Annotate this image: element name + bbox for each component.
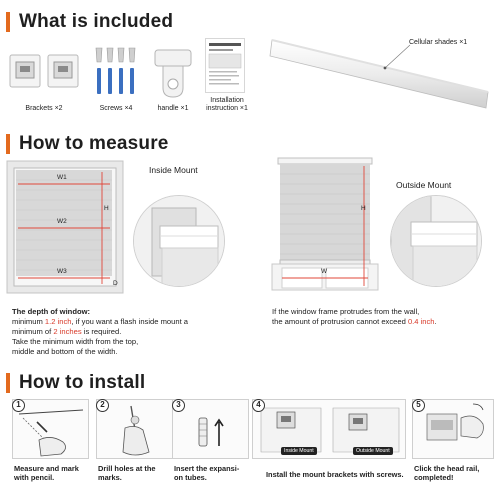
- install-step-5-image: [412, 399, 494, 459]
- install-step-1-image: [12, 399, 89, 459]
- depth-line-2: [12, 327, 262, 337]
- protrusion-line-2: [272, 317, 498, 327]
- install-step-4-caption: [266, 471, 406, 480]
- depth-line-1: [12, 317, 262, 327]
- step-1-caption-line2: with pencil.: [14, 472, 55, 482]
- inside-mount-zoom-circle: [133, 195, 225, 287]
- inside-mount-instructions: [12, 307, 262, 357]
- depth-line-3: Take the minimum width from the top,: [12, 337, 139, 347]
- dim-label-h-outside: H: [361, 205, 366, 212]
- outside-mount-zoom-circle: [390, 195, 482, 287]
- protrusion-line-2c: .: [434, 317, 437, 327]
- depth-min-value: 1.2 inch: [44, 317, 72, 327]
- protrusion-line-1: If the window frame protrudes from the wall,: [272, 307, 420, 316]
- section-accent-bar: [6, 134, 10, 154]
- outside-mount-window-diagram: [268, 156, 380, 296]
- section-measure-header: [6, 131, 169, 157]
- section-title-measure: How to measure: [19, 133, 169, 154]
- instruction-booklet-image: [205, 38, 245, 93]
- depth-heading: The depth of window:: [12, 307, 91, 316]
- protrusion-line-2a: the amount of protrusion cannot exceed: [272, 317, 408, 327]
- brackets-caption: Brackets ×2: [25, 105, 63, 112]
- step-number-2: 2: [96, 399, 109, 412]
- dim-label-w1: W1: [57, 174, 67, 181]
- depth-line-1a: minimum: [12, 317, 45, 327]
- depth-flush-value: 2 inches: [53, 327, 82, 337]
- step-number-3: 3: [172, 399, 185, 412]
- step-2-caption-line1: Drill holes at the: [98, 464, 156, 473]
- step-3-caption-line1: Insert the expansi-: [174, 464, 240, 473]
- step-5-caption-line1: Click the head rail,: [414, 464, 480, 473]
- depth-line-2a: minimum of: [12, 327, 54, 337]
- step-5-caption-line2: completed!: [414, 472, 454, 482]
- install-step-3-caption: [174, 465, 254, 483]
- shade-caption: Cellular shades ×1: [409, 39, 468, 46]
- depth-line-2c: is required.: [81, 327, 122, 337]
- section-title-install: How to install: [19, 372, 146, 393]
- handle-image: [153, 46, 193, 100]
- depth-line-1c: , if you want a flash inside mount a: [71, 317, 189, 327]
- step-number-5: 5: [412, 399, 425, 412]
- step-2-caption-line2: marks.: [98, 472, 122, 482]
- section-accent-bar: [6, 12, 10, 32]
- install-step-2-image: [96, 399, 173, 459]
- step-3-caption-line2: on tubes.: [174, 472, 207, 482]
- step-number-1: 1: [12, 399, 25, 412]
- section-included-header: [6, 9, 173, 35]
- instruction-caption: [198, 97, 256, 113]
- instruction-caption-line2: instruction ×1: [206, 105, 248, 113]
- section-install-header: [6, 370, 145, 396]
- brackets-image: [8, 52, 80, 90]
- inside-mount-tag: Inside Mount: [281, 447, 317, 455]
- install-step-1-caption: [14, 465, 94, 483]
- depth-line-4: middle and bottom of the width.: [12, 347, 118, 357]
- screws-image: [92, 46, 138, 98]
- protrusion-max-value: 0.4 inch: [407, 317, 435, 327]
- section-title-included: What is included: [19, 11, 174, 32]
- instruction-caption-line1: Installation: [210, 97, 244, 104]
- dim-label-w2: W2: [57, 218, 67, 225]
- step-1-caption-line1: Measure and mark: [14, 464, 79, 473]
- outside-mount-label: Outside Mount: [396, 180, 452, 190]
- section-accent-bar: [6, 373, 10, 393]
- outside-mount-tag: Outside Mount: [353, 447, 393, 455]
- step-number-4: 4: [252, 399, 265, 412]
- dim-label-w3: W3: [57, 268, 67, 275]
- step-4-caption-line1: Install the mount brackets with screws.: [266, 470, 404, 479]
- dim-label-w: W: [321, 268, 328, 275]
- install-step-2-caption: [98, 465, 178, 483]
- install-step-4-image: [252, 399, 406, 459]
- screws-caption: Screws ×4: [99, 105, 133, 112]
- dim-label-h: H: [104, 205, 109, 212]
- dim-label-d: D: [113, 280, 118, 287]
- inside-mount-label: Inside Mount: [149, 165, 198, 175]
- handle-caption: handle ×1: [157, 105, 189, 112]
- install-step-5-caption: [414, 465, 500, 483]
- install-step-3-image: [172, 399, 249, 459]
- outside-mount-instructions: [272, 307, 498, 327]
